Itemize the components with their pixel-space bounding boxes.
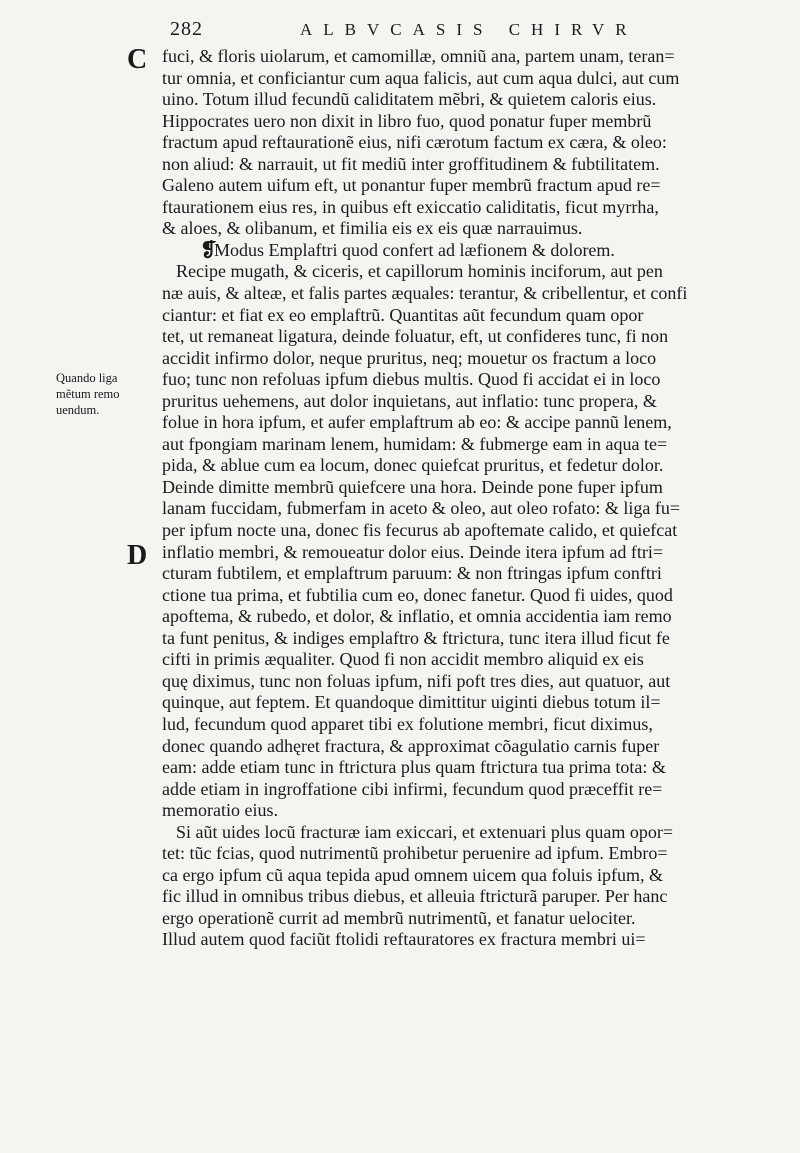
- text-line: aut fpongiam marinam lenem, humidam: & fubmerge eam in aqua te=: [162, 433, 668, 454]
- text-line: donec quando adhęret fractura, & approximat cõagulatio carnis fuper: [162, 735, 660, 756]
- text-line: fuo; tunc non refoluas ipfum diebus multis. Quod fi accidat ei in loco: [162, 369, 661, 390]
- text-line: fuci, & floris uiolarum, et camomillæ, omniũ ana, partem unam, teran=: [162, 46, 675, 66]
- text-line: cturam fubtilem, et emplaftrum paruum: & non ftringas ipfum conftri: [162, 563, 662, 584]
- text-line: Deinde dimitte membrũ quiefcere una hora. Deinde pone fuper ipfum: [162, 476, 663, 497]
- text-line: adde etiam in ingroffatione cibi infirmi, fecundum quod præceffit re=: [162, 778, 663, 799]
- margin-note-line: mẽtum remo: [56, 387, 120, 401]
- text-line: Galeno autem uifum eft, ut ponantur fuper membrũ fractum apud re=: [162, 175, 661, 196]
- text-line: ftaurationem eius res, in quibus eft exiccatio caliditatis, ficut myrrha,: [162, 196, 659, 217]
- text-line: eam: adde etiam tunc in ftrictura plus quam ftrictura tua prima tota: &: [162, 757, 666, 778]
- text-line: fic illud in omnibus tribus diebus, et alleuia ftricturã paruper. Per hanc: [162, 886, 668, 907]
- text-line: quę diximus, tunc non foluas ipfum, nifi poft tres dies, aut quatuor, aut: [162, 670, 671, 691]
- running-title: ALBVCASIS CHIRVR: [300, 20, 638, 39]
- text-line: uino. Totum illud fecundũ caliditatem mẽbri, & quietem caloris eius.: [162, 89, 657, 110]
- page-number: 282: [170, 18, 203, 40]
- rubric-text: Modus Emplaftri quod confert ad læfionem & dolorem.: [214, 239, 615, 260]
- text-line: non aliud: & narrauit, ut fit mediũ inter groffitudinem & fubtilitatem.: [162, 153, 660, 174]
- text-line: fractum apud reftaurationẽ eius, nifi cærotum factum ex cæra, & oleo:: [162, 132, 667, 153]
- text-line: pida, & ablue cum ea locum, donec quiefcat pruritus, et fedetur dolor.: [162, 455, 664, 476]
- text-line: inflatio membri, & remoueatur dolor eius. Deinde itera ipfum ad ftri=: [162, 541, 664, 562]
- text-line: Si aũt uides locũ fracturæ iam exiccari, et extenuari plus quam opor=: [176, 821, 673, 842]
- text-line: folue in hora ipfum, et aufer emplaftrum ab eo: & accipe pannũ lenem,: [162, 412, 672, 433]
- margin-note-line: Quando liga: [56, 371, 118, 385]
- section-letter-d: D: [127, 540, 148, 571]
- text-line: ca ergo ipfum cũ aqua tepida apud omnem uicem qua foluis ipfum, &: [162, 864, 664, 885]
- text-line: per ipfum nocte una, donec fis fecurus ab apoftemate calido, et quiefcat: [162, 520, 678, 541]
- text-line: ergo operationẽ currit ad membrũ nutrimentũ, et fanatur uelociter.: [162, 907, 636, 928]
- text-line: ctione tua prima, et fubtilia cum eo, donec fanetur. Quod fi uides, quod: [162, 584, 673, 605]
- text-line: & aloes, & olibanum, et fimilia eis ex eis quæ narrauimus.: [162, 218, 583, 239]
- text-line: Illud autem quod faciũt ftolidi reftauratores ex fractura membri ui=: [162, 929, 646, 950]
- text-line: tur omnia, et conficiantur cum aqua falicis, aut cum aqua dulci, aut cum: [162, 67, 680, 88]
- text-line: tet: tũc fcias, quod nutrimentũ prohibetur peruenire ad ipfum. Embro=: [162, 843, 668, 864]
- text-line: accidit infirmo dolor, neque pruritus, neq; mouetur os fractum a loco: [162, 347, 657, 368]
- text-line: pruritus uehemens, aut dolor inquietans, aut inflatio: tunc propera, &: [162, 390, 657, 411]
- text-line: Hippocrates uero non dixit in libro fuo, quod ponatur fuper membrũ: [162, 110, 652, 131]
- text-line: ciantur: et fiat ex eo emplaftrũ. Quantitas aũt fecundum quam opor: [162, 304, 644, 325]
- text-line: apoftema, & rubedo, et dolor, & inflatio, et omnia accidentia iam remo: [162, 606, 672, 627]
- rubric-line: [162, 240, 777, 262]
- pilcrow-icon: ❡: [200, 239, 217, 261]
- text-line: lud, fecundum quod apparet tibi ex folutione membri, ficut diximus,: [162, 713, 653, 734]
- text-line: quinque, aut feptem. Et quandoque dimittitur uiginti diebus totum il=: [162, 692, 661, 713]
- text-line: ta funt penitus, & indiges emplaftro & ftrictura, tunc itera illud ficut fe: [162, 627, 670, 648]
- margin-note: [56, 370, 156, 418]
- text-line: lanam fuccidam, fubmerfam in aceto & oleo, aut oleo rofato: & liga fu=: [162, 498, 680, 519]
- margin-note-line: uendum.: [56, 403, 100, 417]
- section-letter-c: C: [127, 44, 148, 75]
- body-text: [162, 46, 777, 951]
- text-line: memoratio eius.: [162, 800, 278, 821]
- text-line: Recipe mugath, & ciceris, et capillorum hominis inciforum, aut pen: [176, 261, 663, 282]
- text-line: cifti in primis æqualiter. Quod fi non accidit membro aliquid ex eis: [162, 649, 644, 670]
- text-line: næ auis, & alteæ, et falis partes æquales: terantur, & cribellentur, et confi: [162, 283, 688, 304]
- text-line: tet, ut remaneat ligatura, deinde foluatur, eft, ut confideres tunc, fi non: [162, 326, 669, 347]
